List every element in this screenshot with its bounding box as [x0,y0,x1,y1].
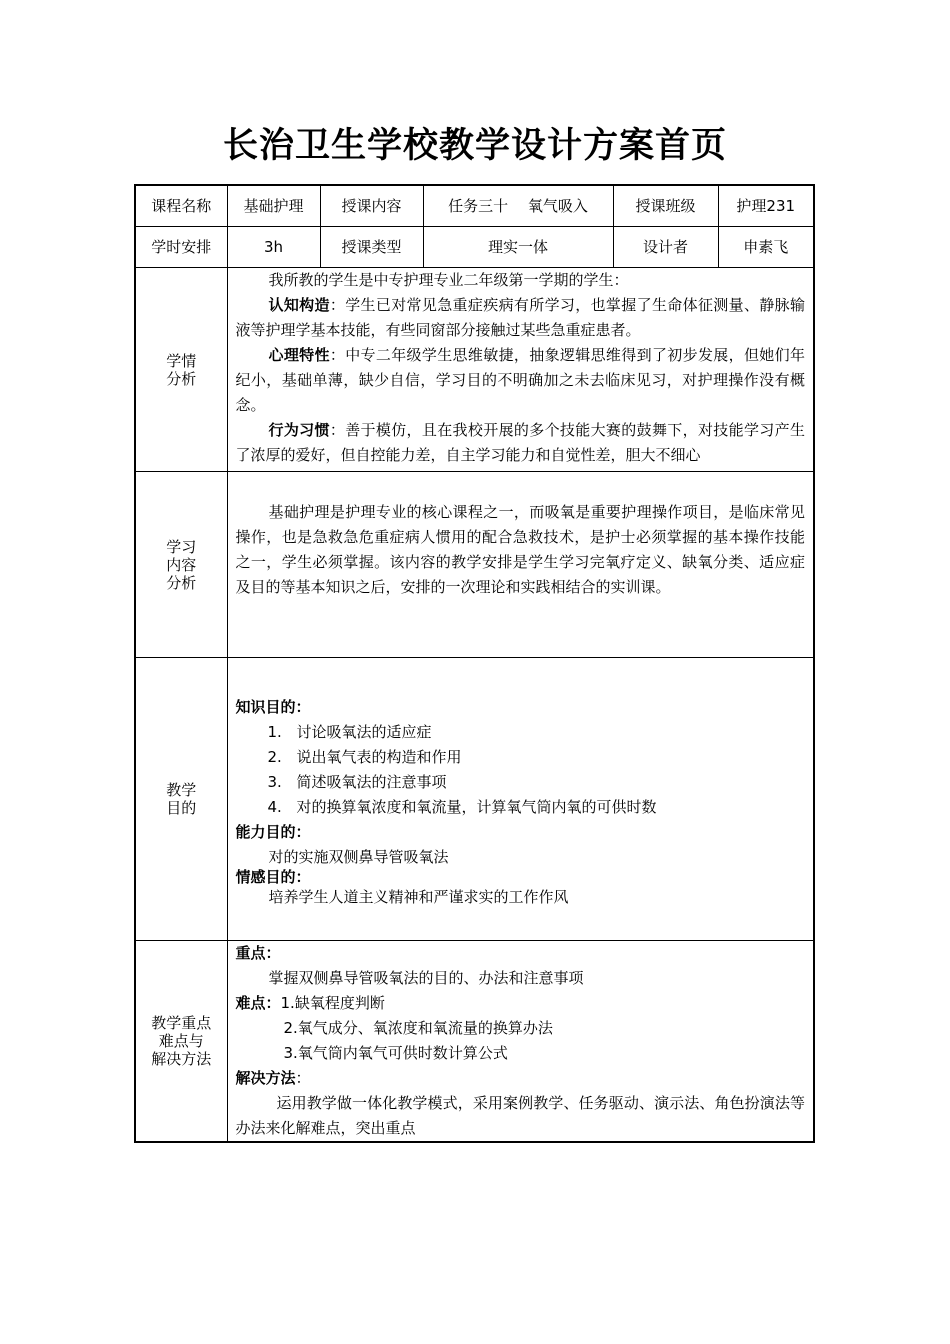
content-analysis-text: 基础护理是护理专业的核心课程之一，而吸氧是重要护理操作项目，是临床常见操作，也是急救急危重症病人惯用的配合急救技术，是护士必须掌握的基本操作技能之一，学生必须掌握。该内容的教学安排是学生学习完氧疗定义、缺氧分类、适应症及目的等基本知识之后，安排的一次理论和实践相结合的实训课。 [235,503,805,596]
lesson-plan-table [134,184,815,1143]
item-number: 4. [267,798,282,816]
emotion-title: 情感目的： [235,868,311,886]
difficulty-item: 2.氧气成分、氧浓度和氧流量的换算办法 [283,1019,553,1037]
method-title-line [236,1066,806,1091]
objectives-label [135,658,227,941]
difficulty-title: 难点： [235,994,281,1012]
learner-analysis-label [135,268,227,472]
label-line: 学情 [166,351,197,370]
cognitive-title: 认知构造 [268,296,330,314]
content-analysis-label [135,472,227,658]
cognitive-text: ：学生已对常见急重症疾病有所学习，也掌握了生命体征测量、静脉输液等护理学基本技能，有些同窗部分接触过某些急重症患者。 [235,296,805,339]
psych-title: 心理特性 [268,346,330,364]
habit-text: ：善于模仿，且在我校开展的多个技能大赛的鼓舞下，对技能学习产生了浓厚的爱好，但自控能力差，自主学习能力和自觉性差，胆大不细心 [235,421,805,464]
key-text: 掌握双侧鼻导管吸氧法的目的、办法和注意事项 [268,969,584,987]
hours-label: 学时安排 [135,227,227,268]
content-analysis-content [227,472,814,658]
knowledge-item [236,795,806,820]
method-text: 运用教学做一体化教学模式，采用案例教学、任务驱动、演示法、角色扮演法等办法来化解难点，突出重点 [235,1094,805,1137]
content-value: 任务三十 氧气吸入 [423,185,613,227]
item-number: 1. [267,723,282,741]
label-line: 教学重点 [151,1014,212,1032]
knowledge-item [236,720,806,745]
key-points-row [135,941,814,1143]
class-value: 护理231 [718,185,814,227]
label-line: 难点与 [158,1032,204,1050]
label-line: 教学 [166,781,197,799]
knowledge-item [236,745,806,770]
key-points-label [135,941,227,1143]
knowledge-item [236,770,806,795]
label-line: 内容 [166,555,197,574]
cognitive-paragraph [236,293,806,343]
designer-value: 申素飞 [718,227,814,268]
ability-text: 对的实施双侧鼻导管吸氧法 [268,848,449,866]
header-row-1 [135,185,814,227]
item-number: 3. [267,773,282,791]
difficulty-line [236,991,806,1016]
learner-intro: 我所教的学生是中专护理专业二年级第一学期的学生： [268,271,629,289]
item-number: 2. [267,748,282,766]
habit-paragraph [236,418,806,468]
label-line: 目的 [166,799,197,817]
header-row-2 [135,227,814,268]
label-line: 解决方法 [151,1050,212,1068]
knowledge-title: 知识目的： [235,698,311,716]
method-title: 解决方法 [235,1069,296,1087]
difficulty-item: 1.缺氧程度判断 [280,994,385,1012]
page-title: 长治卫生学校教学设计方案首页 [222,126,727,166]
label-line: 分析 [166,573,197,592]
method-colon: ： [295,1069,311,1087]
type-label: 授课类型 [320,227,423,268]
item-text: 说出氧气表的构造和作用 [296,748,462,766]
objectives-content [227,658,814,941]
label-line: 学习 [166,537,197,556]
content-analysis-row [135,472,814,658]
psych-text: ：中专二年级学生思维敏捷，抽象逻辑思维得到了初步发展，但她们年纪小，基础单薄，缺少自信，学习目的不明确加之未去临床见习，对护理操作没有概念。 [235,346,805,414]
psych-paragraph [236,343,806,418]
item-text: 讨论吸氧法的适应症 [296,723,432,741]
learner-analysis-row [135,268,814,472]
key-title: 重点： [235,944,281,962]
ability-title: 能力目的： [235,823,311,841]
type-value: 理实一体 [423,227,613,268]
designer-label: 设计者 [613,227,718,268]
item-text: 对的换算氧浓度和氧流量，计算氧气筒内氧的可供时数 [296,798,657,816]
label-line: 分析 [166,369,197,388]
objectives-row [135,658,814,941]
content-label: 授课内容 [320,185,423,227]
emotion-text: 培养学生人道主义精神和严谨求实的工作作风 [268,888,569,906]
habit-title: 行为习惯 [268,421,330,439]
learner-analysis-content [227,268,814,472]
course-name-value: 基础护理 [227,185,320,227]
item-text: 简述吸氧法的注意事项 [296,773,447,791]
hours-value: 3h [227,227,320,268]
class-label: 授课班级 [613,185,718,227]
course-name-label: 课程名称 [135,185,227,227]
difficulty-item: 3.氧气筒内氧气可供时数计算公式 [283,1044,508,1062]
key-points-content [227,941,814,1143]
